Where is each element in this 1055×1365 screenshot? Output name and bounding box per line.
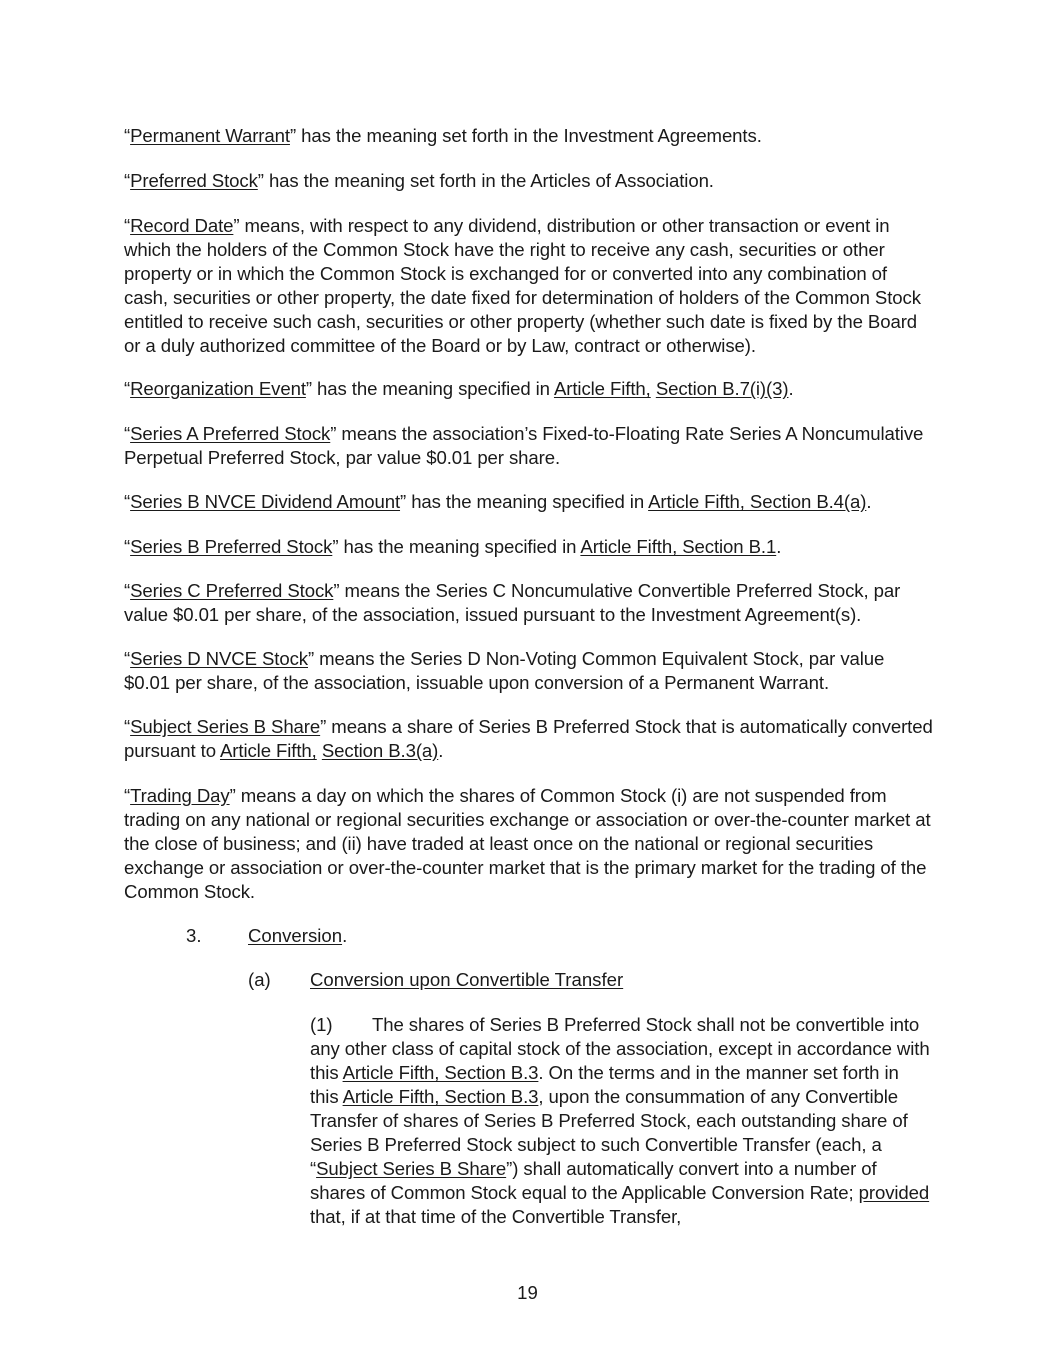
- cross-reference: Article Fifth, Section B.4(a): [648, 491, 867, 512]
- defined-term: Series B NVCE Dividend Amount: [130, 491, 401, 512]
- definition-preferred-stock: “Preferred Stock” has the meaning set forth in the Articles of Association.: [124, 170, 714, 191]
- defined-term: Preferred Stock: [130, 170, 258, 191]
- section-title: Conversion: [248, 925, 343, 946]
- defined-term: Permanent Warrant: [130, 125, 290, 146]
- cross-reference: Section B.3(a): [321, 740, 439, 761]
- definition-permanent-warrant: “Permanent Warrant” has the meaning set forth in the Investment Agreements.: [124, 125, 762, 146]
- definition-subject-series-b-share: “Subject Series B Share” means a share of Series B Preferred Stock that is automatically converted pursuant to Article Fifth, Section B.3(a).: [124, 716, 933, 761]
- section-number: 3.: [186, 925, 202, 946]
- defined-term: Series B Preferred Stock: [130, 536, 333, 557]
- cross-reference: Article Fifth, Section B.3: [342, 1086, 539, 1107]
- subsection-title: Conversion upon Convertible Transfer: [310, 969, 624, 990]
- defined-term: Subject Series B Share: [316, 1158, 507, 1179]
- page-number: 19: [517, 1282, 538, 1303]
- subsection-label: (a): [248, 969, 271, 990]
- definition-trading-day: “Trading Day” means a day on which the shares of Common Stock (i) are not suspended from trading on any national or regional securities exchange or association or over-the-counter market at the close of business; and (ii) have traded at least once on the national or regional securities exchange or association or over-the-counter market that is the primary market for the trading of the Common Stock.: [124, 785, 931, 902]
- defined-term: Reorganization Event: [130, 378, 306, 399]
- provided-term: provided: [858, 1182, 930, 1203]
- definition-reorganization-event: “Reorganization Event” has the meaning specified in Article Fifth, Section B.7(i)(3).: [124, 378, 794, 399]
- defined-term: Subject Series B Share: [130, 716, 321, 737]
- definition-series-b-preferred-stock: “Series B Preferred Stock” has the meaning specified in Article Fifth, Section B.1.: [124, 536, 782, 557]
- defined-term: Series A Preferred Stock: [130, 423, 331, 444]
- definition-series-a-preferred-stock: “Series A Preferred Stock” means the association’s Fixed-to-Floating Rate Series A Noncumulative Perpetual Preferred Stock, par value $0.01 per share.: [124, 423, 924, 468]
- clause-label: (1): [310, 1014, 333, 1035]
- defined-term: Trading Day: [130, 785, 230, 806]
- clause-1: (1) The shares of Series B Preferred Stock shall not be convertible into any other class of capital stock of the association, except in accordance with this Article Fifth, Section B.3. On the terms and in the manner set forth in this Article Fifth, Section B.3, upon the consummation of any Convertible Transfer of shares of Series B Preferred Stock, each outstanding share of Series B Preferred Stock subject to such Convertible Transfer (each, a “Subject Series B Share”) shall automatically convert into a number of shares of Common Stock equal to the Applicable Conversion Rate; provided that, if at that time of the Convertible Transfer,: [310, 1014, 930, 1227]
- defined-term: Series C Preferred Stock: [130, 580, 334, 601]
- definition-record-date: “Record Date” means, with respect to any dividend, distribution or other transaction or event in which the holders of the Common Stock have the right to receive any cash, securities or other property or in which the Common Stock is exchanged for or converted into any combination of cash, securities or other property, the date fixed for determination of holders of the Common Stock entitled to receive such cash, securities or other property (whether such date is fixed by the Board or a duly authorized committee of the Board or by Law, contract or otherwise).: [124, 215, 921, 356]
- cross-reference: Article Fifth, Section B.1: [580, 536, 777, 557]
- definition-series-b-nvce-dividend-amount: “Series B NVCE Dividend Amount” has the meaning specified in Article Fifth, Section B.4(a).: [124, 491, 872, 512]
- cross-reference: Article Fifth,: [219, 740, 317, 761]
- cross-reference: Article Fifth, Section B.3: [342, 1062, 539, 1083]
- section-heading: Conversion.: [248, 925, 348, 946]
- cross-reference: Section B.7(i)(3): [655, 378, 789, 399]
- cross-reference: Article Fifth,: [553, 378, 651, 399]
- definition-series-d-nvce-stock: “Series D NVCE Stock” means the Series D Non-Voting Common Equivalent Stock, par value $0.01 per share, of the association, issuable upon conversion of a Permanent Warrant.: [124, 648, 885, 693]
- definition-series-c-preferred-stock: “Series C Preferred Stock” means the Series C Noncumulative Convertible Preferred Stock, par value $0.01 per share, of the association, issued pursuant to the Investment Agreement(s).: [124, 580, 901, 625]
- defined-term: Series D NVCE Stock: [130, 648, 308, 669]
- defined-term: Record Date: [130, 215, 234, 236]
